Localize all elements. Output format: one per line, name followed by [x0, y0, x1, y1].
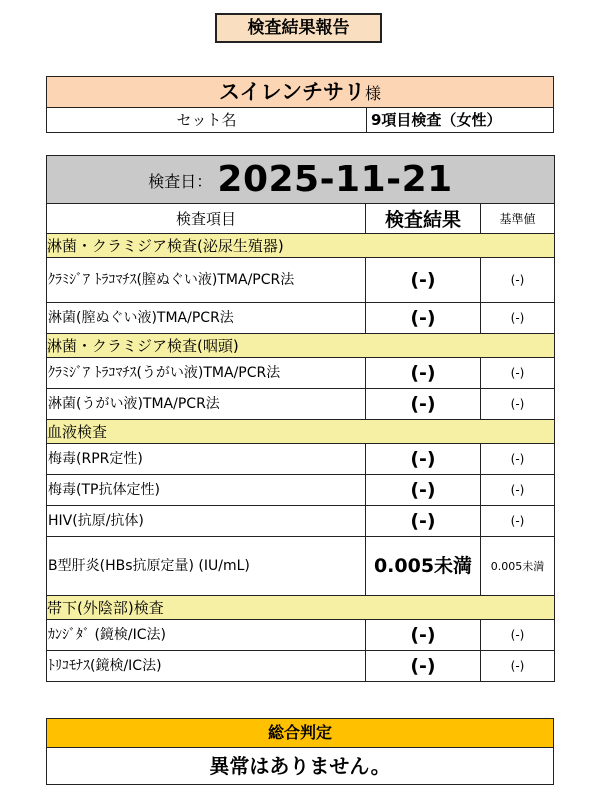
table-row — [47, 620, 555, 651]
category-title: 血液検査 — [47, 420, 555, 444]
test-result: (-) — [366, 444, 481, 475]
test-name: HIV(抗原/抗体) — [47, 506, 366, 537]
test-name: ｸﾗﾐｼﾞｱ ﾄﾗｺﾏﾁｽ(膣ぬぐい液)TMA/PCR法 — [47, 258, 366, 303]
test-name: 淋菌(うがい液)TMA/PCR法 — [47, 389, 366, 420]
test-result: (-) — [366, 358, 481, 389]
table-row — [47, 358, 555, 389]
category-title: 淋菌・クラミジア検査(泌尿生殖器) — [47, 234, 555, 258]
test-name: B型肝炎(HBs抗原定量) (IU/mL) — [47, 537, 366, 596]
test-name: ｸﾗﾐｼﾞｱ ﾄﾗｺﾏﾁｽ(うがい液)TMA/PCR法 — [47, 358, 366, 389]
test-reference: (-) — [481, 651, 555, 682]
test-reference: (-) — [481, 506, 555, 537]
column-header-result: 検査結果 — [366, 204, 481, 234]
patient-honorific: 様 — [365, 84, 382, 103]
test-name: 淋菌(膣ぬぐい液)TMA/PCR法 — [47, 303, 366, 334]
test-result: (-) — [366, 475, 481, 506]
test-name: 梅毒(RPR定性) — [47, 444, 366, 475]
overall-judgement-value: 異常はありません。 — [47, 748, 553, 784]
test-reference: (-) — [481, 389, 555, 420]
table-row — [47, 258, 555, 303]
table-row — [47, 651, 555, 682]
patient-name-row — [47, 77, 553, 108]
column-header-item: 検査項目 — [47, 204, 366, 234]
test-reference: (-) — [481, 620, 555, 651]
table-row — [47, 475, 555, 506]
test-result: (-) — [366, 506, 481, 537]
test-result: (-) — [366, 389, 481, 420]
overall-judgement-label: 総合判定 — [47, 719, 553, 748]
exam-date: 2025-11-21 — [217, 159, 453, 200]
table-row — [47, 537, 555, 596]
test-reference: (-) — [481, 258, 555, 303]
category-row — [47, 596, 555, 620]
category-row — [47, 420, 555, 444]
set-value: 9項目検査（女性） — [367, 108, 553, 132]
test-result: (-) — [366, 258, 481, 303]
test-name: ｶﾝｼﾞﾀﾞ (鏡検/IC法) — [47, 620, 366, 651]
test-name: 梅毒(TP抗体定性) — [47, 475, 366, 506]
table-row — [47, 444, 555, 475]
test-result: (-) — [366, 620, 481, 651]
test-reference: (-) — [481, 358, 555, 389]
test-name: ﾄﾘｺﾓﾅｽ(鏡検/IC法) — [47, 651, 366, 682]
overall-judgement — [46, 718, 554, 785]
set-label: セット名 — [47, 108, 367, 132]
test-reference: (-) — [481, 475, 555, 506]
column-header-row — [47, 204, 555, 234]
test-reference: (-) — [481, 303, 555, 334]
results-table — [46, 155, 555, 682]
table-row — [47, 303, 555, 334]
category-row — [47, 234, 555, 258]
category-title: 淋菌・クラミジア検査(咽頭) — [47, 334, 555, 358]
table-row — [47, 389, 555, 420]
report-title: 検査結果報告 — [215, 13, 382, 43]
set-row — [47, 108, 553, 132]
patient-info — [46, 76, 554, 133]
exam-date-row — [47, 156, 555, 204]
table-row — [47, 506, 555, 537]
exam-date-label: 検査日： — [148, 172, 213, 191]
test-result: (-) — [366, 651, 481, 682]
test-reference: 0.005未満 — [481, 537, 555, 596]
test-result: (-) — [366, 303, 481, 334]
patient-name: スイレンチサリ — [218, 80, 366, 104]
test-result: 0.005未満 — [366, 537, 481, 596]
category-row — [47, 334, 555, 358]
test-reference: (-) — [481, 444, 555, 475]
column-header-reference: 基準値 — [481, 204, 555, 234]
category-title: 帯下(外陰部)検査 — [47, 596, 555, 620]
